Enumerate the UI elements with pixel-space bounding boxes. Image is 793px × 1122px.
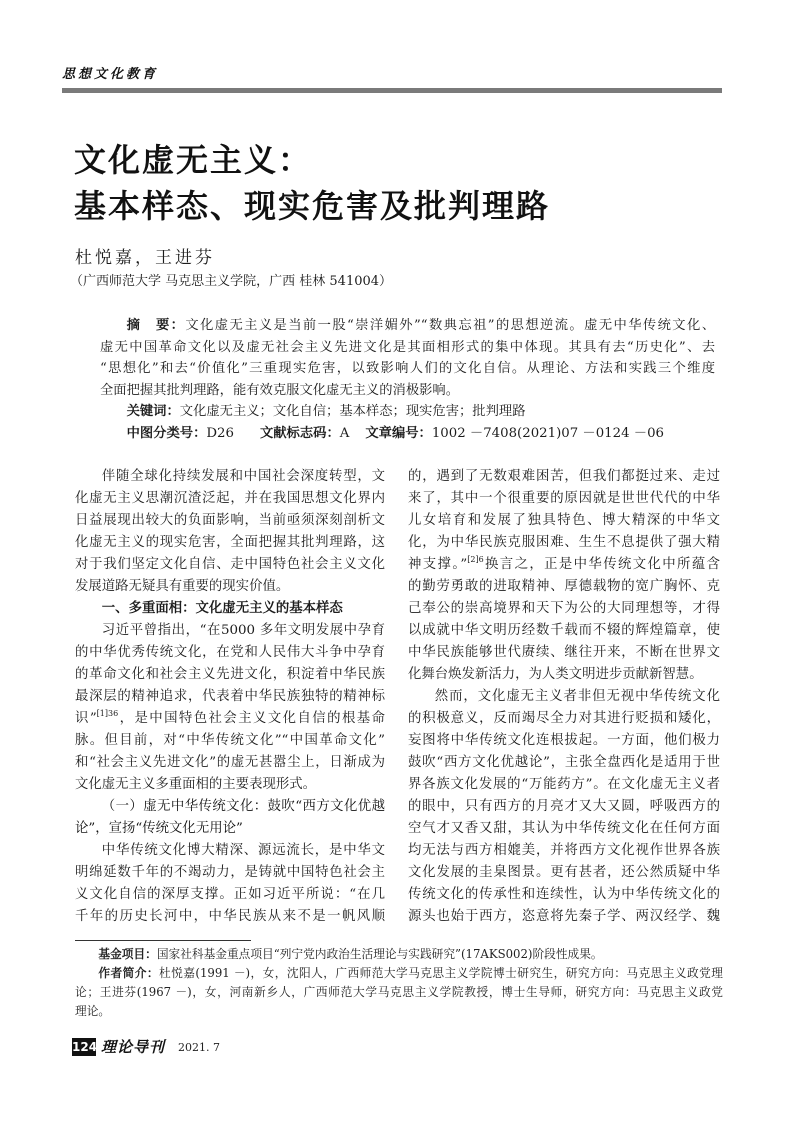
author-bio-line: 理论。 [75, 1004, 111, 1018]
fund-label: 基金项目： [98, 947, 157, 961]
text-line: 千年的历史长河中，中华民族从来不是一帆风顺 [75, 909, 385, 924]
abstract-line: 全面把握其批判理路，能有效克服文化虚无主义的消极影响。 [100, 382, 460, 398]
text-line: 的，遇到了无数艰难困苦，但我们都挺过来、走过 [408, 469, 720, 484]
body-paragraph-continued [408, 466, 720, 686]
header-rule [62, 88, 722, 93]
body-paragraph [75, 620, 385, 796]
text-line: 化虚无主义思潮沉渣泛起，并在我国思想文化界内 [75, 491, 385, 506]
text-segment: 换言之，正是中华传统文化中所蕴含 [483, 557, 720, 572]
clc-label: 中图分类号： [126, 425, 207, 441]
section-heading [75, 598, 385, 620]
fund-text: 国家社科基金重点项目“列宁党内政治生活理论与实践研究”(17AKS002)阶段性成果。 [156, 947, 603, 961]
fund-note [75, 945, 723, 964]
article-no-value: 1002 －7408(2021)07 －0124 －06 [431, 425, 664, 441]
author-bio-label: 作者简介： [98, 966, 160, 980]
text-line: 源头也始于西方，恣意将先秦子学、两汉经学、魏 [408, 909, 720, 924]
intro-paragraph [75, 466, 385, 598]
abstract-block [100, 315, 715, 444]
text-line: 脉。但目前，对“中华传统文化”“中国革命文化” [75, 733, 385, 748]
citation-superscript: [2]6 [467, 555, 484, 564]
text-segment: ，是中国特色社会主义文化自信的根基命 [118, 711, 385, 726]
body-column-right [408, 466, 720, 928]
author-bio-line [75, 964, 723, 983]
text-line: 习近平曾指出，“在5000 多年文明发展中孕育 [101, 623, 385, 638]
text-line: 最深层的精神追求，代表着中华民族独特的精神标 [75, 689, 385, 704]
body-column-left [75, 466, 385, 928]
text-line: 来了，其中一个很重要的原因就是世世代代的中华 [408, 491, 720, 506]
title-line-1: 文化虚无主义： [74, 141, 313, 179]
text-line: 鼓吹“西方文化优越论”，主张全盘西化是适用于世 [408, 755, 720, 770]
title-line-2: 基本样态、现实危害及批判理路 [74, 187, 551, 225]
keywords-text: 文化虚无主义；文化自信；基本样态；现实危害；批判理路 [179, 404, 526, 419]
text-line: 日益展现出较大的负面影响，当前亟须深刻剖析文 [75, 513, 385, 528]
text-line: 以成就中华文明历经数千载而不辍的辉煌篇章，使 [408, 623, 720, 638]
text-line: 文化发展的圭臬图景。更有甚者，还公然质疑中华 [408, 865, 720, 880]
text-line: 一、多重面相：文化虚无主义的基本样态 [101, 601, 343, 616]
text-line: 义文化自信的深厚支撑。正如习近平所说：“在几 [75, 887, 385, 902]
journal-issue: 2021. 7 [178, 1041, 220, 1054]
abstract-line: “思想化”和去“价值化”三重现实危害，以致影响人们的文化自信。从理论、方法和实践三个维度 [100, 361, 715, 376]
abstract-text: 文化虚无主义是当前一股“崇洋媚外”“数典忘祖”的思想逆流。虚无中华传统文化、 [185, 318, 715, 333]
text-segment: 神支撑。” [408, 557, 468, 572]
journal-name: 理论导刊 [101, 1038, 166, 1056]
text-line: 空气才又香又甜，其认为中华传统文化在任何方面 [408, 821, 720, 836]
text-segment: 识” [75, 711, 97, 726]
text-line: 然而，文化虚无主义者非但无视中华传统文化 [434, 689, 720, 704]
author-bio-text: 杜悦嘉(1991 －)，女，沈阳人，广西师范大学马克思主义学院博士研究生，研究方向：马克思主义政党理 [159, 966, 723, 980]
text-line: 化舞台焕发新活力，为人类文明进步贡献新智慧。 [408, 667, 703, 682]
text-line: （一）虚无中华传统文化：鼓吹“西方文化优越 [101, 799, 385, 814]
text-line: 发展道路无疑具有重要的现实价值。 [75, 579, 290, 594]
text-line: 化，为中华民族克服困难、生生不息提供了强大精 [408, 535, 720, 550]
text-line: 妄图将中华传统文化连根拔起。一方面，他们极力 [408, 733, 720, 748]
citation-superscript: [1]36 [96, 709, 119, 718]
text-line [75, 708, 385, 730]
author-affiliation: （广西师范大学 马克思主义学院，广西 桂林 541004） [70, 274, 393, 289]
doc-code-label: 文献标志码： [259, 425, 340, 441]
keywords-line [100, 401, 715, 423]
subsection-heading [75, 796, 385, 840]
text-line: 的积极意义，反而竭尽全力对其进行贬损和矮化， [408, 711, 720, 726]
text-line: 己奉公的崇高境界和天下为公的大同理想等，才得 [408, 601, 720, 616]
text-line [408, 554, 720, 576]
article-no-label: 文章编号： [365, 425, 432, 441]
footnote-rule [75, 940, 251, 941]
text-line: 的眼中，只有西方的月亮才又大又圆，呼吸西方的 [408, 799, 720, 814]
classification-line [100, 423, 715, 445]
text-line: 化虚无主义的现实危害，全面把握其批判理路，这 [75, 535, 385, 550]
body-paragraph [75, 840, 385, 928]
text-line: 中华民族能够世代赓续、继往开来，不断在世界文 [408, 645, 720, 660]
text-line: 界各族文化发展的“万能药方”。在文化虚无主义者 [408, 777, 720, 792]
abstract-label: 摘 要： [126, 318, 186, 333]
keywords-label: 关键词： [126, 404, 180, 419]
text-line: 传统文化的传承性和连续性，认为中华传统文化的 [408, 887, 720, 902]
author-bio-line: 论；王进芬(1967 －)，女，河南新乡人，广西师范大学马克思主义学院教授，博士生导师，研究方向：马克思主义政党 [75, 985, 723, 999]
text-line: 论”，宣扬“传统文化无用论” [75, 821, 243, 836]
doc-code-value: A [339, 425, 350, 441]
text-line: 均无法与西方相媲美，并将西方文化视作世界各族 [408, 843, 720, 858]
abstract-line [100, 315, 715, 337]
text-line: 对于我们坚定文化自信、走中国特色社会主义文化 [75, 557, 385, 572]
footnotes [75, 945, 723, 1021]
text-line: 中华传统文化博大精深、源远流长，是中华文 [101, 843, 385, 858]
text-line: 的中华优秀传统文化，在党和人民伟大斗争中孕育 [75, 645, 385, 660]
text-line: 伴随全球化持续发展和中国社会深度转型，文 [101, 469, 385, 484]
text-line: 和“社会主义先进文化”的虚无甚嚣尘上，日渐成为 [75, 755, 385, 770]
text-line: 文化虚无主义多重面相的主要表现形式。 [75, 777, 317, 792]
author-names: 杜悦嘉，王进芬 [75, 248, 215, 268]
body-paragraph [408, 686, 720, 928]
text-line: 的革命文化和社会主义先进文化，积淀着中华民族 [75, 667, 385, 682]
text-line: 的勤劳勇敢的进取精神、厚德载物的宽广胸怀、克 [408, 579, 720, 594]
abstract-line: 虚无中国革命文化以及虚无社会主义先进文化是其面相形式的集中体现。其具有去“历史化”、去 [100, 339, 715, 355]
text-line: 儿女培育和发展了独具特色、博大精深的中华文 [408, 513, 720, 528]
section-header: 思想文化教育 [62, 67, 159, 82]
text-line: 明绵延数千年的不竭动力，是铸就中国特色社会主 [75, 865, 385, 880]
article-title [74, 137, 550, 229]
page-number: 124 [72, 1040, 98, 1054]
clc-value: D26 [206, 425, 234, 441]
